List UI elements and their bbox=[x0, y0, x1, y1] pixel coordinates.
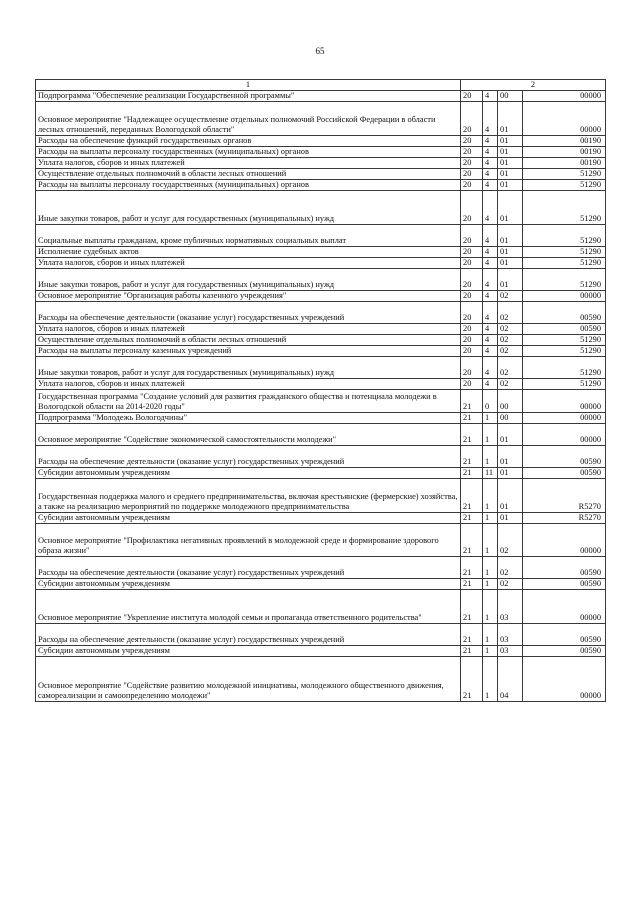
row-target-code: 00190 bbox=[523, 147, 606, 158]
row-name: Исполнение судебных актов bbox=[36, 247, 461, 258]
table-row bbox=[36, 247, 606, 258]
table-row bbox=[36, 446, 606, 468]
row-name: Подпрограмма "Молодежь Вологодчины" bbox=[36, 413, 461, 424]
row-code-1: 21 bbox=[461, 557, 483, 579]
row-target-code: 51290 bbox=[523, 335, 606, 346]
row-code-1: 20 bbox=[461, 136, 483, 147]
row-code-3: 01 bbox=[498, 102, 523, 136]
row-target-code: 00000 bbox=[523, 390, 606, 413]
row-code-1: 20 bbox=[461, 258, 483, 269]
row-target-code: 00590 bbox=[523, 446, 606, 468]
row-name: Расходы на обеспечение деятельности (оказание услуг) государственных учреждений bbox=[36, 557, 461, 579]
row-code-1: 21 bbox=[461, 590, 483, 624]
row-code-1: 20 bbox=[461, 291, 483, 302]
row-name: Расходы на выплаты персоналу государственных (муниципальных) органов bbox=[36, 147, 461, 158]
row-code-2: 4 bbox=[483, 324, 498, 335]
row-code-3: 02 bbox=[498, 524, 523, 557]
row-target-code: 00590 bbox=[523, 624, 606, 646]
table-row bbox=[36, 379, 606, 390]
row-code-2: 1 bbox=[483, 513, 498, 524]
row-code-3: 02 bbox=[498, 335, 523, 346]
row-code-1: 20 bbox=[461, 102, 483, 136]
row-code-1: 20 bbox=[461, 379, 483, 390]
row-code-3: 00 bbox=[498, 390, 523, 413]
row-target-code: 51290 bbox=[523, 379, 606, 390]
table-row bbox=[36, 269, 606, 291]
row-code-2: 4 bbox=[483, 247, 498, 258]
row-code-1: 20 bbox=[461, 302, 483, 324]
row-code-2: 1 bbox=[483, 424, 498, 446]
row-code-2: 4 bbox=[483, 357, 498, 379]
row-target-code: R5270 bbox=[523, 513, 606, 524]
row-target-code: 00000 bbox=[523, 91, 606, 102]
row-code-1: 21 bbox=[461, 646, 483, 657]
table-row bbox=[36, 657, 606, 702]
table-row bbox=[36, 180, 606, 191]
table-row bbox=[36, 91, 606, 102]
row-target-code: R5270 bbox=[523, 479, 606, 513]
row-target-code: 51290 bbox=[523, 191, 606, 225]
row-name: Социальные выплаты гражданам, кроме публичных нормативных социальных выплат bbox=[36, 225, 461, 247]
row-code-1: 21 bbox=[461, 479, 483, 513]
row-code-2: 11 bbox=[483, 468, 498, 479]
row-code-1: 21 bbox=[461, 513, 483, 524]
row-code-2: 4 bbox=[483, 379, 498, 390]
row-code-2: 4 bbox=[483, 225, 498, 247]
row-target-code: 00000 bbox=[523, 102, 606, 136]
row-code-3: 03 bbox=[498, 624, 523, 646]
row-target-code: 00590 bbox=[523, 646, 606, 657]
row-target-code: 51290 bbox=[523, 169, 606, 180]
row-code-2: 4 bbox=[483, 346, 498, 357]
row-code-3: 02 bbox=[498, 291, 523, 302]
row-code-3: 00 bbox=[498, 413, 523, 424]
row-code-3: 01 bbox=[498, 158, 523, 169]
row-code-2: 1 bbox=[483, 446, 498, 468]
row-name: Расходы на выплаты персоналу государственных (муниципальных) органов bbox=[36, 180, 461, 191]
row-name: Уплата налогов, сборов и иных платежей bbox=[36, 158, 461, 169]
row-name: Расходы на обеспечение деятельности (оказание услуг) государственных учреждений bbox=[36, 624, 461, 646]
row-code-1: 21 bbox=[461, 390, 483, 413]
row-code-2: 4 bbox=[483, 335, 498, 346]
row-code-2: 4 bbox=[483, 291, 498, 302]
row-code-2: 4 bbox=[483, 91, 498, 102]
row-name: Субсидии автономным учреждениям bbox=[36, 513, 461, 524]
row-code-1: 20 bbox=[461, 191, 483, 225]
table-row bbox=[36, 158, 606, 169]
table-row bbox=[36, 102, 606, 136]
table-row bbox=[36, 513, 606, 524]
row-code-3: 02 bbox=[498, 324, 523, 335]
row-name: Расходы на обеспечение деятельности (оказание услуг) государственных учреждений bbox=[36, 302, 461, 324]
row-code-3: 03 bbox=[498, 646, 523, 657]
row-code-3: 02 bbox=[498, 579, 523, 590]
row-code-3: 01 bbox=[498, 479, 523, 513]
row-name: Расходы на обеспечение функций государственных органов bbox=[36, 136, 461, 147]
row-name: Государственная поддержка малого и среднего предпринимательства, включая крестьянские (фермерские) хозяйства, а также на реализацию мероприятий по поддержке молодежного предпринимательства bbox=[36, 479, 461, 513]
row-code-3: 01 bbox=[498, 247, 523, 258]
row-name: Субсидии автономным учреждениям bbox=[36, 579, 461, 590]
row-code-3: 01 bbox=[498, 468, 523, 479]
row-code-3: 02 bbox=[498, 557, 523, 579]
row-code-1: 20 bbox=[461, 269, 483, 291]
row-name: Расходы на выплаты персоналу казенных учреждений bbox=[36, 346, 461, 357]
row-code-2: 1 bbox=[483, 624, 498, 646]
row-target-code: 00590 bbox=[523, 468, 606, 479]
row-name: Расходы на обеспечение деятельности (оказание услуг) государственных учреждений bbox=[36, 446, 461, 468]
row-code-1: 20 bbox=[461, 335, 483, 346]
row-code-3: 01 bbox=[498, 225, 523, 247]
row-code-1: 20 bbox=[461, 91, 483, 102]
table-row bbox=[36, 424, 606, 446]
table-row bbox=[36, 258, 606, 269]
table-row bbox=[36, 390, 606, 413]
table-row bbox=[36, 524, 606, 557]
row-code-3: 01 bbox=[498, 147, 523, 158]
row-code-1: 20 bbox=[461, 180, 483, 191]
row-code-1: 20 bbox=[461, 357, 483, 379]
row-code-3: 02 bbox=[498, 346, 523, 357]
row-target-code: 51290 bbox=[523, 269, 606, 291]
table-row bbox=[36, 169, 606, 180]
row-code-2: 4 bbox=[483, 158, 498, 169]
row-code-3: 00 bbox=[498, 91, 523, 102]
row-code-1: 20 bbox=[461, 346, 483, 357]
row-code-2: 1 bbox=[483, 657, 498, 702]
row-target-code: 00000 bbox=[523, 291, 606, 302]
row-code-2: 4 bbox=[483, 191, 498, 225]
row-code-1: 21 bbox=[461, 579, 483, 590]
table-row bbox=[36, 579, 606, 590]
row-target-code: 00590 bbox=[523, 557, 606, 579]
table-row bbox=[36, 468, 606, 479]
table-row bbox=[36, 624, 606, 646]
budget-table bbox=[35, 79, 606, 702]
row-name: Основное мероприятие "Укрепление института молодой семьи и пропаганда ответственного родительства" bbox=[36, 590, 461, 624]
row-code-3: 01 bbox=[498, 258, 523, 269]
table-row bbox=[36, 191, 606, 225]
row-target-code: 51290 bbox=[523, 180, 606, 191]
row-code-3: 01 bbox=[498, 513, 523, 524]
row-code-1: 21 bbox=[461, 657, 483, 702]
row-target-code: 51290 bbox=[523, 357, 606, 379]
row-target-code: 51290 bbox=[523, 258, 606, 269]
table-row bbox=[36, 291, 606, 302]
row-target-code: 51290 bbox=[523, 247, 606, 258]
row-code-1: 21 bbox=[461, 413, 483, 424]
row-code-1: 20 bbox=[461, 158, 483, 169]
table-row bbox=[36, 136, 606, 147]
table-row bbox=[36, 324, 606, 335]
row-code-1: 20 bbox=[461, 247, 483, 258]
row-target-code: 51290 bbox=[523, 346, 606, 357]
row-target-code: 00000 bbox=[523, 657, 606, 702]
row-target-code: 00190 bbox=[523, 136, 606, 147]
row-code-3: 01 bbox=[498, 191, 523, 225]
row-code-2: 0 bbox=[483, 390, 498, 413]
page-number: 65 bbox=[315, 46, 325, 56]
row-name: Основное мероприятие "Надлежащее осуществление отдельных полномочий Российской Федерации в области лесных отношений, переданных Вологодской области" bbox=[36, 102, 461, 136]
row-code-1: 20 bbox=[461, 169, 483, 180]
row-code-3: 02 bbox=[498, 302, 523, 324]
table-row bbox=[36, 346, 606, 357]
row-target-code: 00190 bbox=[523, 158, 606, 169]
row-code-3: 01 bbox=[498, 424, 523, 446]
row-code-3: 03 bbox=[498, 590, 523, 624]
row-name: Основное мероприятие "Организация работы казенного учреждения" bbox=[36, 291, 461, 302]
row-name: Основное мероприятие "Профилактика негативных проявлений в молодежной среде и формирование здорового образа жизни" bbox=[36, 524, 461, 557]
row-name: Субсидии автономным учреждениям bbox=[36, 468, 461, 479]
row-code-2: 1 bbox=[483, 646, 498, 657]
table-row bbox=[36, 646, 606, 657]
row-name: Уплата налогов, сборов и иных платежей bbox=[36, 324, 461, 335]
table-row bbox=[36, 590, 606, 624]
row-target-code: 00000 bbox=[523, 590, 606, 624]
row-name: Уплата налогов, сборов и иных платежей bbox=[36, 258, 461, 269]
row-code-2: 1 bbox=[483, 557, 498, 579]
header-column-1: 1 bbox=[36, 80, 461, 91]
row-name: Иные закупки товаров, работ и услуг для государственных (муниципальных) нужд bbox=[36, 191, 461, 225]
row-target-code: 00590 bbox=[523, 324, 606, 335]
row-target-code: 00590 bbox=[523, 579, 606, 590]
table-row bbox=[36, 557, 606, 579]
row-name: Осуществление отдельных полномочий в области лесных отношений bbox=[36, 169, 461, 180]
row-name: Основное мероприятие "Содействие экономической самостоятельности молодежи" bbox=[36, 424, 461, 446]
budget-table-body bbox=[36, 80, 606, 702]
row-code-3: 01 bbox=[498, 169, 523, 180]
row-code-3: 02 bbox=[498, 357, 523, 379]
row-code-1: 21 bbox=[461, 624, 483, 646]
row-name: Уплата налогов, сборов и иных платежей bbox=[36, 379, 461, 390]
row-target-code: 00000 bbox=[523, 413, 606, 424]
row-code-3: 02 bbox=[498, 379, 523, 390]
row-name: Подпрограмма "Обеспечение реализации Государственной программы" bbox=[36, 91, 461, 102]
row-code-1: 20 bbox=[461, 225, 483, 247]
row-code-1: 21 bbox=[461, 468, 483, 479]
row-name: Государственная программа "Создание условий для развития гражданского общества и потенциала молодежи в Вологодской области на 2014-2020 годы" bbox=[36, 390, 461, 413]
header-column-2: 2 bbox=[461, 80, 606, 91]
row-code-2: 1 bbox=[483, 524, 498, 557]
row-code-2: 1 bbox=[483, 579, 498, 590]
table-row bbox=[36, 335, 606, 346]
row-code-2: 1 bbox=[483, 590, 498, 624]
table-row bbox=[36, 225, 606, 247]
row-code-3: 01 bbox=[498, 136, 523, 147]
row-code-1: 20 bbox=[461, 147, 483, 158]
row-target-code: 00590 bbox=[523, 302, 606, 324]
row-code-3: 01 bbox=[498, 180, 523, 191]
table-header-row bbox=[36, 80, 606, 91]
table-row bbox=[36, 147, 606, 158]
row-code-2: 4 bbox=[483, 302, 498, 324]
row-code-3: 04 bbox=[498, 657, 523, 702]
row-code-2: 4 bbox=[483, 180, 498, 191]
row-code-3: 01 bbox=[498, 269, 523, 291]
row-name: Субсидии автономным учреждениям bbox=[36, 646, 461, 657]
row-code-2: 4 bbox=[483, 102, 498, 136]
row-name: Осуществление отдельных полномочий в области лесных отношений bbox=[36, 335, 461, 346]
row-target-code: 00000 bbox=[523, 524, 606, 557]
row-code-2: 1 bbox=[483, 479, 498, 513]
row-target-code: 51290 bbox=[523, 225, 606, 247]
table-row bbox=[36, 357, 606, 379]
row-code-2: 4 bbox=[483, 147, 498, 158]
row-code-2: 4 bbox=[483, 269, 498, 291]
row-code-1: 20 bbox=[461, 324, 483, 335]
row-name: Иные закупки товаров, работ и услуг для государственных (муниципальных) нужд bbox=[36, 357, 461, 379]
table-row bbox=[36, 302, 606, 324]
table-row bbox=[36, 413, 606, 424]
row-target-code: 00000 bbox=[523, 424, 606, 446]
row-code-1: 21 bbox=[461, 446, 483, 468]
row-code-2: 1 bbox=[483, 413, 498, 424]
row-code-2: 4 bbox=[483, 169, 498, 180]
row-name: Иные закупки товаров, работ и услуг для государственных (муниципальных) нужд bbox=[36, 269, 461, 291]
row-code-2: 4 bbox=[483, 258, 498, 269]
row-code-2: 4 bbox=[483, 136, 498, 147]
row-code-1: 21 bbox=[461, 424, 483, 446]
row-code-1: 21 bbox=[461, 524, 483, 557]
table-row bbox=[36, 479, 606, 513]
row-code-3: 01 bbox=[498, 446, 523, 468]
row-name: Основное мероприятие "Содействие развитию молодежной инициативы, молодежного общественного движения, самореализации и самоопределению молодежи" bbox=[36, 657, 461, 702]
